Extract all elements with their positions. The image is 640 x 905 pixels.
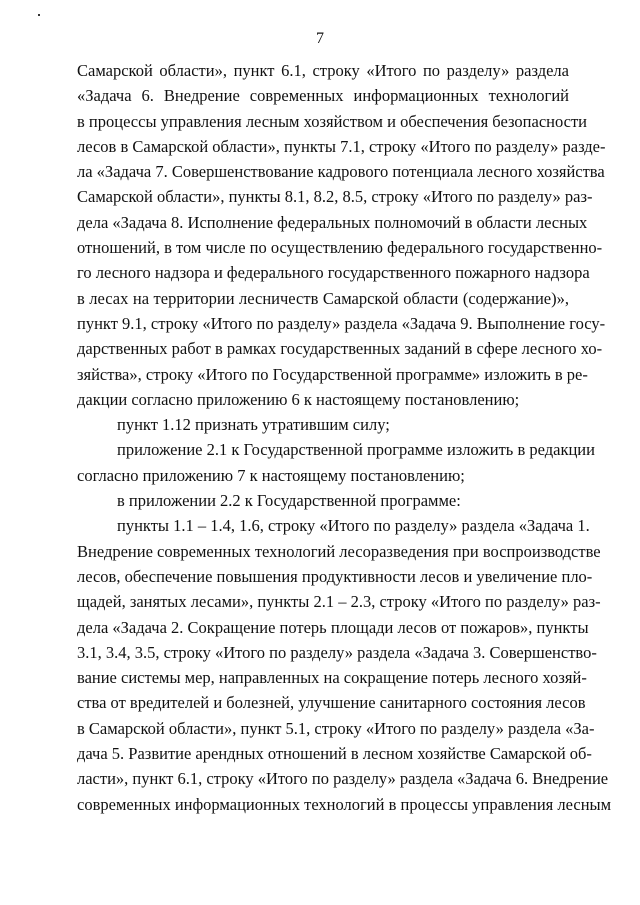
text-line: зяйства», строку «Итого по Государственной программе» изложить в ре- bbox=[77, 364, 588, 384]
text-line: в лесах на территории лесничеств Самарской области (содержание)», bbox=[77, 288, 569, 308]
text-line: го лесного надзора и федерального государственного пожарного надзора bbox=[77, 263, 590, 283]
text-line: дела «Задача 2. Сокращение потерь площади лесов от пожаров», пункты bbox=[77, 617, 589, 637]
text-line: дакции согласно приложению 6 к настоящему постановлению; bbox=[77, 389, 520, 409]
text-line: 3.1, 3.4, 3.5, строку «Итого по разделу» раздела «Задача 3. Совершенство- bbox=[77, 642, 597, 662]
text-line: щадей, занятых лесами», пункты 2.1 – 2.3, строку «Итого по разделу» раз- bbox=[77, 592, 601, 612]
text-line: пункт 1.12 признать утратившим силу; bbox=[117, 415, 390, 435]
text-line: ласти», пункт 6.1, строку «Итого по разделу» раздела «Задача 6. Внедрение bbox=[77, 769, 609, 789]
text-line: дела «Задача 8. Исполнение федеральных полномочий в области лесных bbox=[77, 212, 588, 232]
text-line: в Самарской области», пункт 5.1, строку «Итого по разделу» раздела «За- bbox=[77, 718, 595, 738]
text-line: лесов, обеспечение повышения продуктивности лесов и увеличение пло- bbox=[77, 566, 593, 586]
document-body bbox=[77, 58, 612, 817]
text-line: Самарской области», пункт 6.1, строку «Итого по разделу» раздела bbox=[77, 61, 569, 80]
text-line: Самарской области», пункты 8.1, 8.2, 8.5, строку «Итого по разделу» раз- bbox=[77, 187, 593, 207]
text-line: пункт 9.1, строку «Итого по разделу» раздела «Задача 9. Выполнение госу- bbox=[77, 313, 606, 333]
text-line: современных информационных технологий в процессы управления лесным bbox=[77, 794, 612, 814]
text-line: вание системы мер, направленных на сокращение потерь лесного хозяй- bbox=[77, 668, 587, 688]
text-line: согласно приложению 7 к настоящему постановлению; bbox=[77, 465, 465, 485]
text-line: ла «Задача 7. Совершенствование кадрового потенциала лесного хозяйства bbox=[77, 162, 605, 182]
text-line: Внедрение современных технологий лесоразведения при воспроизводстве bbox=[77, 541, 601, 561]
scan-speck bbox=[38, 14, 40, 16]
page-number: 7 bbox=[316, 30, 324, 47]
text-line: дача 5. Развитие арендных отношений в лесном хозяйстве Самарской об- bbox=[77, 744, 592, 764]
text-line: в процессы управления лесным хозяйством и обеспечения безопасности bbox=[77, 111, 588, 131]
text-line: ства от вредителей и болезней, улучшение санитарного состояния лесов bbox=[77, 693, 586, 713]
text-line: пункты 1.1 – 1.4, 1.6, строку «Итого по разделу» раздела «Задача 1. bbox=[117, 516, 590, 536]
text-line: дарственных работ в рамках государственных заданий в сфере лесного хо- bbox=[77, 339, 603, 359]
text-line: «Задача 6. Внедрение современных информационных технологий bbox=[77, 86, 569, 106]
text-line: отношений, в том числе по осуществлению федерального государственно- bbox=[77, 238, 603, 258]
text-line: приложение 2.1 к Государственной программе изложить в редакции bbox=[117, 440, 595, 460]
text-line: лесов в Самарской области», пункты 7.1, строку «Итого по разделу» разде- bbox=[77, 136, 606, 156]
text-line: в приложении 2.2 к Государственной программе: bbox=[117, 491, 461, 511]
